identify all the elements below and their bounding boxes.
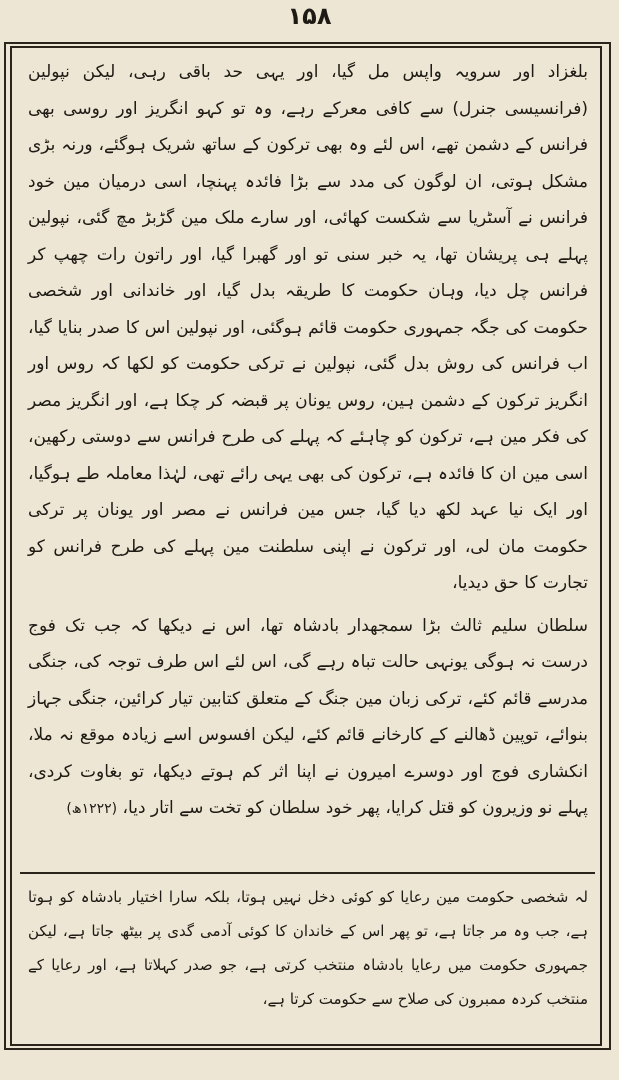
- paragraph-2-text: سلطان سلیم ثالث بڑا سمجھدار بادشاہ تھا، اس نے دیکھا کہ جب تک فوج درست نہ ہوگی یونہی حالت تباہ رہے گی، اس لئے اس طرف توجہ کی، جنگی مدرسے قائم کئے، ترکی زبان مین جنگ کے متعلق کتابین تیار کرائین، جنگی جہاز بنوائے، توپین ڈھالنے کے کارخانے قائم کئے، لیکن افسوس اسے زیادہ موقع نہ ملا، انکشاری فوج اور دوسرے امیرون نے اپنا اثر کم ہوتے دیکھا، تو بغاوت کردی، پہلے نو وزیرون کو قتل کرایا، پھر خود سلطان کو تخت سے اتار دیا،: [28, 615, 588, 818]
- footnote-divider: [20, 872, 595, 874]
- date-note: (۱۲۲۲ھ): [66, 801, 118, 817]
- main-text: [28, 54, 588, 828]
- page-number: ۱۵۸: [287, 2, 332, 30]
- paragraph-1: بلغزاد اور سرویہ واپس مل گیا، اور یہی حد باقی رہی، لیکن نپولین (فرانسیسی جنرل) سے کافی معرکے رہے، وہ تو کہو انگریز اور روسی بھی فرانس کے دشمن تھے، اس لئے وہ بھی ترکون کے ساتھ شریک ہوگئے، ورنہ بڑی مشکل ہوتی، ان لوگون کی مدد سے بڑا فائدہ پہنچا، اسی درمیان مین خود فرانس نے آسٹریا سے شکست کھائی، اور سارے ملک مین گڑبڑ مچ گئی، نپولین پہلے ہی پریشان تھا، یہ خبر سنی تو اور گھبرا گیا، اور راتون رات چھپ کر فرانس چل دیا، وہان حکومت کا طریقہ بدل گیا، اور خاندانی اور شخصی حکومت کی جگہ جمہوری حکومت قائم ہوگئی، اور نپولین اس کا صدر بنایا گیا، اب فرانس کی روش بدل گئی، نپولین نے ترکی حکومت کو لکھا کہ روس اور انگریز ترکون کے دشمن ہین، روس یونان پر قبضہ کر چکا ہے، اور انگریز مصر کی فکر مین ہے، ترکون کو چاہئے کہ پہلے کی طرح فرانس سے دوستی رکھین، اسی مین ان کا فائدہ ہے، ترکون کی بھی یہی رائے تھی، لہٰذا معاملہ طے ہوگیا، اور ایک نیا عہد لکھ دیا گیا، جس مین فرانس نے مصر اور یونان پر ترکی حکومت مان لی، اور ترکون نے اپنی سلطنت مین پہلے کی طرح فرانس کو تجارت کا حق دیدیا،: [28, 62, 588, 593]
- paragraph-2: [28, 608, 588, 828]
- footnote: لہ شخصی حکومت مین رعایا کو کوئی دخل نہیں ہوتا، بلکہ سارا اختیار بادشاہ کو ہوتا ہے، جب وہ مر جاتا ہے، تو پھر اس کے خاندان کا کوئی آدمی گدی پر بیٹھ جاتا ہے، لیکن جمہوری حکومت میں رعایا بادشاہ منتخب کرتی ہے، جو صدر کہلاتا ہے، اور رعایا کے منتخب کردہ ممبرون کی صلاح سے حکومت کرتا ہے،: [28, 888, 588, 1008]
